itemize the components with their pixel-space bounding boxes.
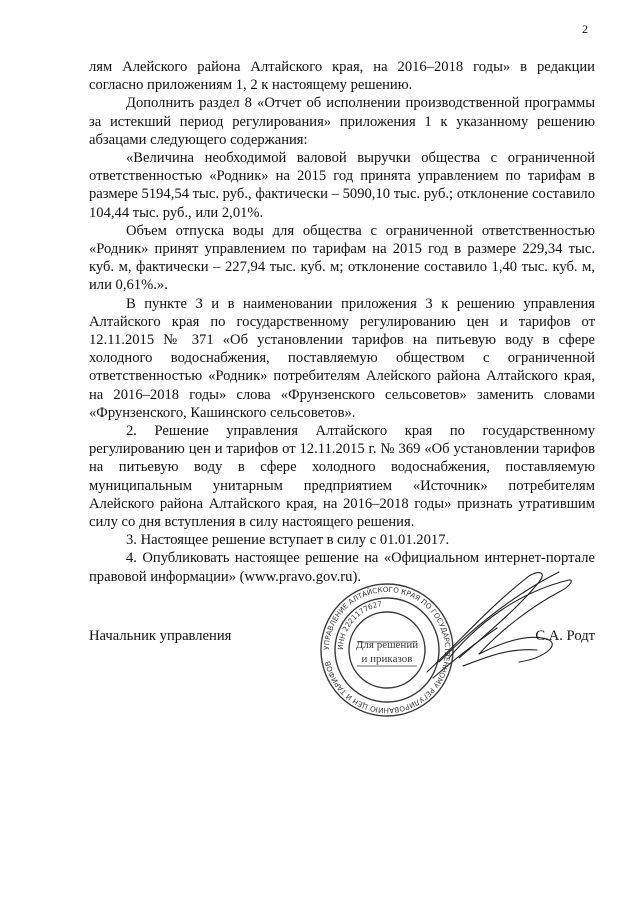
paragraph: лям Алейского района Алтайского края, на 2016–2018 годы» в редакции согласно приложениям 1, 2 к настоящему решению. [89,59,595,94]
paragraph: «Величина необходимой валовой выручки общества с ограниченной ответственностью «Родник» на 2015 год принята управлением по тарифам в размере 5194,54 тыс. руб., фактически – 5090,10 тыс. руб.; отклонение составило 104,44 тыс. руб., или 2,01%. [89,150,595,221]
stamp-center-text: Для решений [355,639,419,651]
paragraph: В пункте 3 и в наименовании приложения 3 к решению управления Алтайского края по государственному регулированию цен и тарифов от 12.11.2015 № 371 «Об установлении тарифов на питьевую воду в сфере холодного водоснабжения, поставляемую обществом с ограниченной ответственностью «Родник» потребителям Алейского района Алтайского края, на 2016–2018 годы» слова «Фрунзенского сельсоветов» заменить словами «Фрунзенского, Кашинского сельсоветов». [89,295,595,421]
signer-name: С.А. Родт [535,628,595,644]
handwritten-signature [419,562,579,692]
paragraph: 4. Опубликовать настоящее решение на «Официальном интернет-портале правовой информации» (www.pravo.gov.ru). [89,550,595,585]
document-body [89,58,595,586]
signature-block [89,584,595,744]
page-number: 2 [582,22,588,36]
stamp-center-text: и приказов [361,653,413,665]
paragraph: 3. Настоящее решение вступает в силу с 01.01.2017. [126,532,450,549]
paragraph: Дополнить раздел 8 «Отчет об исполнении производственной программы за истекший период регулирования» приложения 1 к указанному решению абзацами следующего содержания: [89,95,595,148]
stamp-outer-text: УПРАВЛЕНИЕ АЛТАЙСКОГО КРАЯ ПО ГОСУДАРСТВЕННОМУ РЕГУЛИРОВАНИЮ ЦЕН И ТАРИФОВ [321,584,453,716]
stamp-inner-text: ИНН 2221177627 [335,599,383,651]
signer-position: Начальник управления [89,628,232,644]
paragraph: Объем отпуска воды для общества с ограниченной ответственностью «Родник» принят управлением по тарифам на 2015 год в размере 229,34 тыс. куб. м, фактически – 227,94 тыс. куб. м; отклонение составило 1,40 тыс. куб. м, или 0,61%.». [89,222,595,294]
paragraph: 2. Решение управления Алтайского края по государственному регулированию цен и тарифов от 12.11.2015 г. № 369 «Об установлении тарифов на питьевую воду в сфере холодного водоснабжения, поставляемую муниципальным унитарным предприятием «Источник» потребителям Алейского района Алтайского края, на 2016–2018 годы» признать утратившим силу со дня вступления в силу настоящего решения. [89,423,595,531]
